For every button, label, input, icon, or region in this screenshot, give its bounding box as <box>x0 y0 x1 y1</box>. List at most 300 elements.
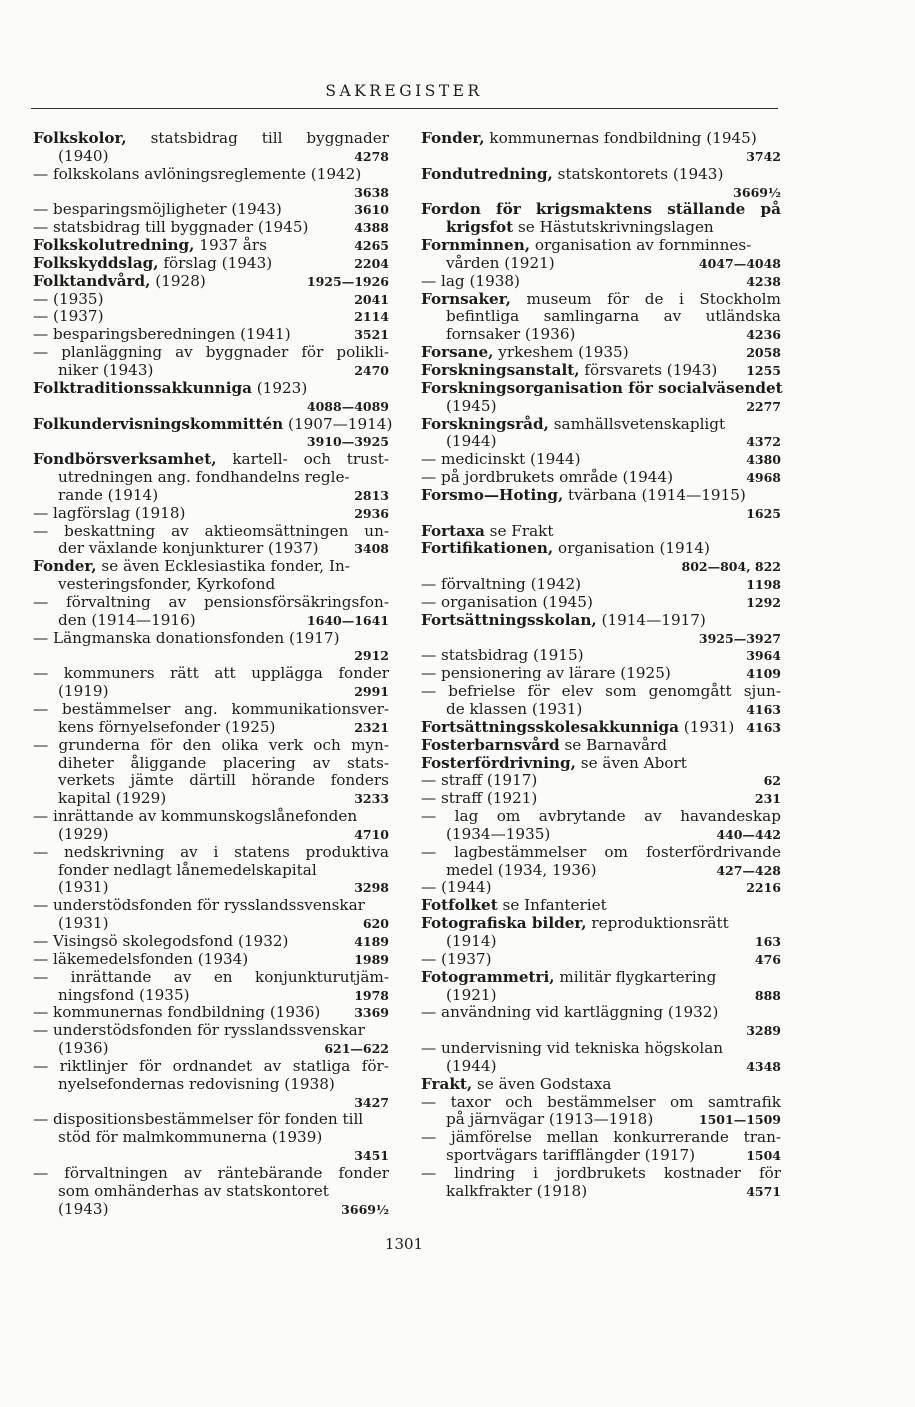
entry-text: — <box>421 1092 437 1111</box>
entry-text: — statsbidrag (1915) <box>421 646 584 665</box>
page-reference: 2991 <box>354 684 389 700</box>
entry-text: — läkemedelsfonden (1934) <box>33 949 249 968</box>
page-reference: 3521 <box>354 327 389 343</box>
page-reference: 3408 <box>354 541 389 557</box>
index-line <box>421 219 781 237</box>
page-reference: 3369 <box>354 1005 389 1021</box>
entry-text: konjunkturutjäm- <box>255 967 389 986</box>
index-line <box>33 469 389 487</box>
page-reference: 2277 <box>746 398 781 414</box>
index-entry <box>33 255 389 273</box>
index-entry <box>33 665 389 701</box>
entry-text: (1931) <box>678 717 735 736</box>
page-reference: 4189 <box>354 933 389 949</box>
index-entry <box>33 451 389 505</box>
entry-keyword: Fondbörsverksamhet, <box>33 450 217 469</box>
entry-text: statliga <box>292 1056 351 1075</box>
entry-text: statens <box>234 842 290 861</box>
entry-text: (1931) <box>58 878 109 897</box>
index-entry <box>421 647 781 665</box>
entry-text: — Visingsö skolegodsfond (1932) <box>33 931 289 950</box>
entry-text: sportvägars tarifflängder (1917) <box>446 1146 696 1165</box>
entry-text: (1934—1935) <box>446 824 551 843</box>
page-reference: 3742 <box>746 148 781 164</box>
entry-text: — <box>421 807 437 826</box>
page-reference: 3964 <box>746 648 781 664</box>
index-line <box>33 951 389 969</box>
page-reference: 4372 <box>746 434 781 450</box>
index-line <box>33 1004 389 1022</box>
entry-text: elev <box>561 682 594 701</box>
index-entry <box>33 505 389 523</box>
entry-text: byggnader <box>306 129 389 147</box>
index-line <box>33 166 389 184</box>
entry-text: polikli- <box>336 343 389 362</box>
entry-text: lagbestämmelser <box>454 842 587 861</box>
index-line <box>421 755 781 773</box>
entry-text: taxor <box>450 1092 491 1111</box>
index-entry <box>421 683 781 719</box>
index-entry <box>421 201 781 237</box>
entry-text: av <box>171 521 189 540</box>
index-line <box>421 790 781 808</box>
entry-text: försvarets (1943) <box>579 360 718 379</box>
entry-text: (1936) <box>58 1039 109 1058</box>
index-line <box>421 1022 781 1040</box>
index-line <box>33 1076 389 1094</box>
entry-text: stats- <box>346 753 389 772</box>
page-reference: 3298 <box>354 880 389 896</box>
entry-keyword: Fonder, <box>33 557 97 576</box>
entry-text: yrkeshem (1935) <box>493 343 629 362</box>
index-line <box>421 1094 781 1112</box>
entry-text: (1944) <box>446 432 497 451</box>
entry-text: planläggning <box>61 343 163 362</box>
entry-text: till <box>261 129 283 147</box>
page-reference: 4238 <box>746 273 781 289</box>
page-reference: 2114 <box>354 309 389 325</box>
entry-text: av <box>183 1163 202 1182</box>
index-line <box>421 1111 781 1129</box>
index-entry <box>33 166 389 202</box>
index-entry <box>33 523 389 559</box>
index-line <box>33 255 389 273</box>
page-reference: 1255 <box>746 362 781 378</box>
index-line <box>33 1058 389 1076</box>
page-header: SAKREGISTER <box>325 82 483 100</box>
index-line <box>33 344 389 362</box>
page-reference: 3910—3925 <box>306 434 389 450</box>
entry-text: inrättande <box>70 967 152 986</box>
entry-text: att <box>214 664 236 683</box>
index-entry <box>421 879 781 897</box>
page-reference: 2936 <box>354 505 389 521</box>
index-entry <box>33 808 389 844</box>
index-line <box>33 487 389 505</box>
entry-keyword: Fortaxa <box>421 521 485 540</box>
page-reference: 2912 <box>354 648 389 664</box>
page-reference: 1640—1641 <box>306 612 389 628</box>
index-line <box>421 737 781 755</box>
entry-text: (1929) <box>58 824 109 843</box>
index-entry <box>421 344 781 362</box>
page-reference: 4236 <box>746 327 781 343</box>
entry-text: om <box>496 807 521 826</box>
entry-text: fonder nedlagt lånemedelskapital <box>58 860 317 879</box>
entry-text: (1907—1914) <box>283 414 393 433</box>
entry-text: se även Godstaxa <box>472 1074 612 1093</box>
index-entry <box>421 1129 781 1165</box>
entry-keyword: krigsfot <box>446 218 514 237</box>
entry-keyword: Fortsättningsskolan, <box>421 610 597 629</box>
index-line <box>421 576 781 594</box>
entry-text: samhällsvetenskapligt <box>548 414 726 433</box>
index-line <box>421 987 781 1005</box>
entry-text: — förvaltning (1942) <box>421 575 582 594</box>
index-line <box>421 933 781 951</box>
entry-text: olika <box>221 735 259 754</box>
page-reference: 2216 <box>746 880 781 896</box>
index-line <box>421 469 781 487</box>
entry-text: om <box>604 842 628 861</box>
entry-text: avbrytande <box>538 807 626 826</box>
index-line <box>421 416 781 434</box>
entry-text: — <box>33 735 49 754</box>
index-entry <box>33 737 389 808</box>
entry-keyword: Forsane, <box>421 343 494 362</box>
entry-text: fonder <box>338 664 389 683</box>
index-line <box>421 630 781 648</box>
index-line <box>33 862 389 880</box>
page-reference: 427—428 <box>716 862 781 878</box>
index-entry <box>421 951 781 969</box>
entry-text: se Hästutskrivningslagen <box>513 218 714 237</box>
index-line <box>33 1129 389 1147</box>
entry-text: — <box>33 343 49 362</box>
entry-text: — (1944) <box>421 878 492 897</box>
entry-text: aktieomsättningen <box>204 521 349 540</box>
entry-text: hörande <box>251 771 316 790</box>
index-line <box>421 719 781 737</box>
index-entry <box>33 1165 389 1219</box>
entry-text: ang. <box>184 700 218 718</box>
entry-text: havandeskap <box>680 807 781 826</box>
page-reference: 4968 <box>746 470 781 486</box>
index-line <box>33 1165 389 1183</box>
index-column-left <box>33 129 393 1218</box>
index-line <box>33 612 389 630</box>
index-entry <box>33 237 389 255</box>
index-line <box>421 201 781 219</box>
entry-keyword: krigsmaktens <box>535 200 653 219</box>
entry-keyword: Fosterfördrivning, <box>421 753 576 772</box>
index-line <box>33 1094 389 1112</box>
index-line <box>421 701 781 719</box>
entry-keyword: för <box>496 200 521 219</box>
entry-text: — organisation (1945) <box>421 592 593 611</box>
index-line <box>421 487 781 505</box>
entry-text: den (1914—1916) <box>58 610 196 629</box>
entry-text: nedskrivning <box>63 842 165 861</box>
index-line <box>421 237 781 255</box>
index-line <box>33 844 389 862</box>
index-line <box>33 647 389 665</box>
entry-text: och <box>303 450 331 469</box>
entry-text: — Längmanska donationsfonden (1917) <box>33 628 340 647</box>
entry-text: — <box>33 842 49 861</box>
index-line <box>421 166 781 184</box>
index-line <box>421 505 781 523</box>
index-line <box>421 612 781 630</box>
entry-text: kommunernas fondbildning (1945) <box>484 129 757 147</box>
page-reference: 4278 <box>354 148 389 164</box>
index-entry <box>421 969 781 1005</box>
page-reference: 62 <box>763 773 781 789</box>
page-reference: 1504 <box>746 1148 781 1164</box>
entry-text: jämte <box>130 771 174 790</box>
entry-text: organisation av fornminnes- <box>530 236 752 255</box>
index-entry <box>33 701 389 737</box>
index-line <box>33 362 389 380</box>
index-entry <box>421 1040 781 1076</box>
index-line <box>421 1147 781 1165</box>
entry-text: Stockholm <box>699 289 781 308</box>
page-reference: 1625 <box>746 505 781 521</box>
entry-text: på järnvägar (1913—1918) <box>446 1110 654 1129</box>
entry-text: diheter <box>58 753 114 772</box>
index-line <box>421 398 781 416</box>
entry-text: produktiva <box>305 842 389 861</box>
page-reference: 3233 <box>354 791 389 807</box>
index-entry <box>33 326 389 344</box>
index-entry <box>33 951 389 969</box>
entry-text: — straff (1917) <box>421 771 538 790</box>
entry-text: tvärbana (1914—1915) <box>563 485 746 504</box>
entry-text: kalkfrakter (1918) <box>446 1181 588 1200</box>
entry-text: (1943) <box>58 1199 109 1218</box>
index-line <box>421 683 781 701</box>
entry-text: kommunikationsver- <box>231 700 389 718</box>
index-entry <box>33 1058 389 1112</box>
entry-text: förvaltning <box>65 592 151 611</box>
page-reference: 621—622 <box>324 1041 389 1057</box>
index-line <box>421 540 781 558</box>
entry-text: samtrafik <box>707 1092 781 1111</box>
index-line <box>421 433 781 451</box>
index-entry <box>421 451 781 469</box>
index-line <box>33 380 389 398</box>
index-line <box>33 987 389 1005</box>
entry-text: (1914) <box>446 931 497 950</box>
index-line <box>33 130 389 148</box>
index-entry <box>33 380 389 416</box>
entry-keyword: Fordon <box>421 200 481 219</box>
entry-keyword: Frakt, <box>421 1074 473 1093</box>
index-line <box>33 683 389 701</box>
entry-text: räntebärande <box>217 1163 323 1182</box>
page-reference: 4088—4089 <box>306 398 389 414</box>
index-line <box>421 1004 781 1022</box>
index-line <box>33 398 389 416</box>
index-line <box>33 558 389 576</box>
index-line <box>421 647 781 665</box>
entry-text: — dispositionsbestämmelser för fonden till <box>33 1110 364 1129</box>
entry-text: — lag (1938) <box>421 271 520 290</box>
index-line <box>33 540 389 558</box>
index-entry <box>33 844 389 898</box>
entry-text: av <box>644 807 662 826</box>
index-line <box>33 933 389 951</box>
index-entry <box>33 1004 389 1022</box>
entry-text: — medicinskt (1944) <box>421 450 581 469</box>
entry-keyword: Fortifikationen, <box>421 539 554 558</box>
entry-text: av <box>173 967 192 986</box>
entry-text: förvaltningen <box>64 1163 168 1182</box>
entry-text: — folkskolans avlöningsreglemente (1942) <box>33 164 362 183</box>
entry-text: tran- <box>743 1128 781 1147</box>
index-entry <box>421 130 781 166</box>
page-reference: 4047—4048 <box>698 255 781 271</box>
index-entry <box>421 291 781 345</box>
index-entry <box>421 594 781 612</box>
entry-text: lindring <box>454 1163 516 1182</box>
entry-keyword: Folktandvård, <box>33 271 151 290</box>
index-line <box>33 505 389 523</box>
index-line <box>421 665 781 683</box>
entry-text: om <box>669 1092 694 1111</box>
index-line <box>421 523 781 541</box>
entry-text: medel (1934, 1936) <box>446 860 597 879</box>
entry-text: — <box>421 842 437 861</box>
page-reference: 4710 <box>354 826 389 842</box>
index-line <box>33 719 389 737</box>
entry-text: ningsfond (1935) <box>58 985 190 1004</box>
entry-text: åliggande <box>130 753 207 772</box>
entry-text: jämförelse <box>451 1128 532 1147</box>
page-reference: 888 <box>754 987 781 1003</box>
entry-text: av <box>263 1056 282 1075</box>
page-reference: 3610 <box>354 202 389 218</box>
index-entry <box>33 201 389 219</box>
index-line <box>421 1058 781 1076</box>
entry-text: ordnandet <box>172 1056 253 1075</box>
entry-keyword: Fornsaker, <box>421 289 511 308</box>
index-line <box>33 414 393 434</box>
entry-keyword: Fortsättningsskolesakkunniga <box>421 717 679 736</box>
entry-text: stöd för malmkommunerna (1939) <box>58 1128 323 1147</box>
index-line <box>421 969 781 987</box>
index-line <box>33 576 389 594</box>
entry-text: un- <box>364 521 389 540</box>
entry-text: kommuners <box>63 664 155 683</box>
entry-text: i <box>678 289 684 308</box>
index-line <box>33 1201 389 1219</box>
entry-text: (1940) <box>58 146 109 165</box>
page-reference: 2813 <box>354 487 389 503</box>
entry-text: verk <box>268 735 303 754</box>
entry-text: der växlande konjunkturer (1937) <box>58 539 319 558</box>
entry-text: genomgått <box>648 682 732 701</box>
index-line <box>33 772 389 790</box>
entry-text: vården (1921) <box>446 253 555 272</box>
entry-text: (1923) <box>251 378 308 397</box>
index-entry <box>421 737 781 755</box>
entry-text: för <box>607 289 630 308</box>
entry-text: utländska <box>705 307 781 326</box>
entry-text: statsbidrag <box>150 129 238 147</box>
entry-text: — besparingsberedningen (1941) <box>33 325 291 344</box>
page-reference: 1292 <box>746 594 781 610</box>
index-entry <box>421 416 781 452</box>
entry-text: (1945) <box>446 396 497 415</box>
entry-text: jordbrukets <box>556 1163 646 1182</box>
page-reference: 4265 <box>354 238 389 254</box>
index-line <box>421 558 781 576</box>
index-line <box>421 897 781 915</box>
entry-text: — besparingsmöjligheter (1943) <box>33 200 282 219</box>
entry-keyword: Fosterbarnsvård <box>421 735 560 754</box>
entry-text: och <box>505 1092 533 1111</box>
index-line <box>33 665 389 683</box>
index-line <box>421 826 781 844</box>
index-entry <box>421 273 781 291</box>
index-entry <box>421 897 781 915</box>
entry-text: — <box>421 1163 437 1182</box>
index-line <box>421 1040 781 1058</box>
index-line <box>421 451 781 469</box>
entry-text: den <box>182 735 212 754</box>
entry-text: konkurrerande <box>613 1128 729 1147</box>
entry-text: — <box>33 1163 49 1182</box>
index-line <box>33 148 389 166</box>
index-line <box>33 273 389 291</box>
entry-keyword: Folktraditionssakkunniga <box>33 378 252 397</box>
entry-text: samlingarna <box>543 307 640 326</box>
page-reference: 3669½ <box>733 184 781 200</box>
entry-text: pensionsförsäkringsfon- <box>203 592 389 611</box>
index-entry <box>33 219 389 237</box>
page-reference: 4348 <box>746 1058 781 1074</box>
index-column-right <box>421 130 781 1201</box>
entry-keyword: Fonder, <box>421 129 485 147</box>
entry-text: befrielse <box>448 682 516 701</box>
entry-text: i <box>533 1163 539 1182</box>
index-entry <box>421 719 781 737</box>
entry-keyword: Folkskyddslag, <box>33 253 159 272</box>
index-line <box>421 862 781 880</box>
entry-text: — kommunernas fondbildning (1936) <box>33 1003 321 1022</box>
entry-text: av <box>312 753 331 772</box>
entry-text: — inrättande av kommunskogslånefonden <box>33 807 358 826</box>
index-line <box>421 148 781 166</box>
entry-text: kartell- <box>232 450 288 469</box>
page-reference: 231 <box>754 791 781 807</box>
page-reference: 440—442 <box>716 826 781 842</box>
entry-text: av <box>168 592 187 611</box>
entry-text: — (1937) <box>33 307 104 326</box>
index-line <box>33 237 389 255</box>
entry-text: byggnader <box>205 343 289 362</box>
page-reference: 1925—1926 <box>306 273 389 289</box>
entry-keyword: på <box>760 200 781 219</box>
entry-text: utredningen ang. fondhandelns regle- <box>58 468 350 487</box>
entry-text: för <box>527 682 550 701</box>
entry-text: placering <box>223 753 296 772</box>
index-entry <box>33 1111 389 1165</box>
index-entry <box>33 308 389 326</box>
entry-text: (1921) <box>446 985 497 1004</box>
page-reference: 3925—3927 <box>698 630 781 646</box>
